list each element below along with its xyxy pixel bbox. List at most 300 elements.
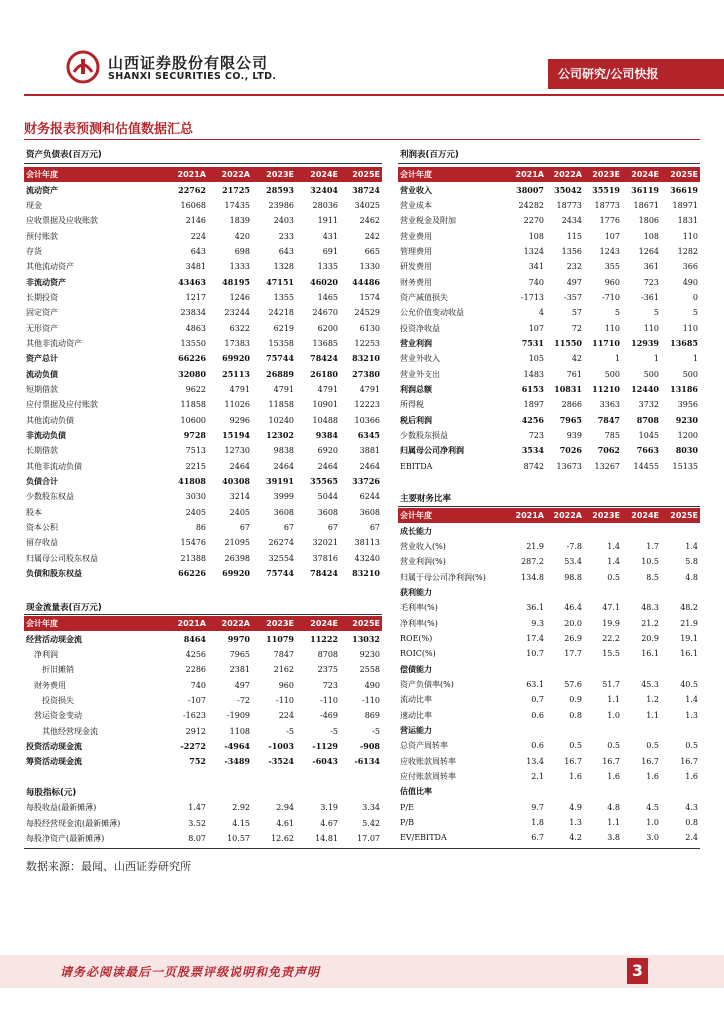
row-label: 营业税金及附加: [400, 216, 456, 226]
row-value: 4.5: [646, 802, 659, 812]
row-value: 1335: [317, 262, 338, 272]
table-row: [398, 569, 700, 584]
row-value: 0.8: [569, 710, 582, 720]
row-label: 现金: [26, 200, 42, 210]
row-value: 939: [566, 431, 582, 441]
row-value: 47.1: [602, 603, 620, 613]
row-value: 2270: [523, 216, 544, 226]
row-value: 0.7: [531, 695, 544, 705]
row-value: 2464: [229, 461, 250, 471]
row-value: 4863: [185, 323, 206, 333]
row-value: 3956: [677, 400, 698, 410]
row-value: [584, 523, 622, 538]
row-value: 0.5: [685, 741, 698, 751]
row-value: 53.4: [564, 557, 582, 567]
ratios-table: [398, 508, 700, 846]
table-header-row: [24, 616, 382, 631]
row-value: 107: [528, 323, 544, 333]
row-label: 非流动资产: [26, 277, 66, 287]
header-year: 2023E: [252, 167, 296, 182]
table-row: [398, 198, 700, 213]
row-value: 5: [653, 308, 659, 318]
row-value: [622, 784, 661, 799]
row-label: 应收账款周转率: [400, 756, 456, 766]
row-value: 67: [283, 523, 294, 533]
row-value: 1.4: [607, 541, 620, 551]
table-row: [398, 677, 700, 692]
row-value: 0.5: [646, 741, 659, 751]
row-value: 2462: [359, 216, 380, 226]
ratios-title: 主要财务比率: [400, 494, 452, 504]
header-year: 2025E: [661, 167, 700, 182]
row-value: [508, 661, 546, 676]
row-label: 归属母公司净利润: [400, 446, 464, 456]
row-value: 7965: [559, 414, 582, 425]
row-value: 14455: [633, 461, 659, 471]
row-value: 15.5: [602, 649, 620, 659]
table-row: [24, 290, 382, 305]
row-value: 3999: [273, 492, 294, 502]
row-value: -908: [359, 740, 380, 751]
row-label: ROE(%): [400, 633, 433, 643]
row-value: 1.3: [569, 818, 582, 828]
row-value: 4791: [273, 384, 294, 394]
table-row: [398, 784, 700, 799]
row-value: 20.0: [564, 618, 582, 628]
table-row: [24, 320, 382, 335]
row-value: 1.1: [646, 710, 659, 720]
table-row: [398, 615, 700, 630]
row-value: [661, 723, 700, 738]
row-label: 筹资活动现金流: [26, 757, 82, 767]
row-label: 营业收入(%): [400, 541, 446, 551]
table-row: [24, 551, 382, 566]
row-value: 3534: [521, 445, 544, 456]
row-value: -6043: [312, 756, 338, 767]
row-value: 1.6: [646, 772, 659, 782]
row-value: 75744: [266, 568, 294, 579]
row-value: [508, 585, 546, 600]
row-value: -110: [320, 695, 338, 705]
row-value: 7847: [273, 649, 294, 659]
row-value: 12302: [266, 430, 294, 441]
header-year: 2024E: [622, 167, 661, 182]
row-value: 10.57: [227, 833, 250, 843]
row-value: 13032: [352, 633, 380, 644]
row-value: 1831: [677, 216, 698, 226]
row-label: 应付票据及应付账款: [26, 400, 98, 410]
row-label: 营业外收入: [400, 354, 440, 364]
table-row: [398, 459, 700, 474]
row-value: 32404: [310, 184, 338, 195]
row-value: 500: [604, 369, 620, 379]
row-value: 6244: [359, 492, 380, 502]
ratios-top-rule: [398, 506, 700, 507]
row-value: [584, 723, 622, 738]
row-value: 17.4: [526, 633, 544, 643]
row-label: 少数股东权益: [26, 492, 74, 502]
row-value: 497: [234, 680, 250, 690]
row-value: 36619: [670, 184, 698, 195]
row-value: [508, 723, 546, 738]
row-value: 34025: [354, 200, 380, 210]
row-value: 13.4: [526, 756, 544, 766]
row-value: 32080: [178, 368, 206, 379]
row-value: 75744: [266, 353, 294, 364]
table-row: [24, 662, 382, 677]
row-value: 9970: [227, 633, 250, 644]
row-value: 1: [692, 354, 698, 364]
row-value: 18773: [594, 200, 620, 210]
row-value: [622, 723, 661, 738]
row-value: 366: [682, 262, 698, 272]
table-row: [24, 831, 382, 846]
row-value: 110: [682, 231, 698, 241]
row-value: 86: [195, 523, 206, 533]
table-row: [24, 739, 382, 754]
row-value: [661, 661, 700, 676]
income-statement-title: 利润表(百万元): [400, 150, 459, 160]
row-value: 26398: [224, 553, 250, 563]
row-value: 13550: [180, 338, 206, 348]
table-row: [24, 505, 382, 520]
row-value: 3214: [229, 492, 250, 502]
row-value: [546, 661, 584, 676]
row-value: 740: [190, 680, 206, 690]
row-label: 留存收益: [26, 538, 58, 548]
row-value: 110: [643, 323, 659, 333]
per-share-title: 每股指标(元): [26, 788, 77, 798]
row-label: 其他非流动资产: [26, 338, 82, 348]
header-divider: [24, 94, 724, 96]
row-value: 1.1: [607, 695, 620, 705]
table-row: [398, 769, 700, 784]
row-label: 少数股东损益: [400, 431, 448, 441]
row-value: 6219: [273, 323, 294, 333]
row-value: 66226: [178, 568, 206, 579]
row-value: 5: [614, 308, 620, 318]
row-label: 财务费用: [34, 680, 66, 690]
row-label: 其他非流动负债: [26, 461, 82, 471]
row-value: 105: [528, 354, 544, 364]
row-value: 4256: [185, 649, 206, 659]
row-label: 其他流动负债: [26, 415, 74, 425]
row-label: 其他流动资产: [26, 262, 74, 272]
row-value: 2381: [229, 665, 250, 675]
row-value: 9230: [675, 414, 698, 425]
row-value: 1.0: [607, 710, 620, 720]
row-value: 1108: [229, 726, 250, 736]
row-value: 69920: [222, 353, 250, 364]
row-value: 57.6: [564, 679, 582, 689]
row-value: 110: [604, 323, 620, 333]
row-value: 9384: [315, 430, 338, 441]
row-label: P/B: [400, 818, 414, 828]
row-value: 24670: [312, 308, 338, 318]
row-value: 1200: [677, 431, 698, 441]
header-year: 2024E: [296, 616, 340, 631]
table-row: [398, 738, 700, 753]
row-value: 0.6: [531, 741, 544, 751]
row-value: 4: [538, 308, 544, 318]
row-value: 21095: [224, 538, 250, 548]
row-value: 1356: [561, 246, 582, 256]
row-value: 78424: [310, 353, 338, 364]
row-value: 26274: [268, 538, 294, 548]
row-value: 11550: [554, 337, 582, 348]
row-value: 46020: [310, 276, 338, 287]
row-value: 10.5: [641, 557, 659, 567]
row-value: 110: [682, 323, 698, 333]
row-value: 6153: [521, 383, 544, 394]
table-row: [24, 693, 382, 708]
row-value: 13685: [312, 338, 338, 348]
row-label: 利润总额: [400, 384, 432, 394]
row-value: 24282: [518, 200, 544, 210]
header-year: 2021A: [508, 508, 546, 523]
row-value: -110: [276, 695, 294, 705]
row-value: 18971: [672, 200, 698, 210]
row-value: 1.1: [607, 818, 620, 828]
cashflow-top-rule: [24, 614, 382, 615]
row-value: 8708: [317, 649, 338, 659]
table-header-row: [24, 167, 382, 182]
header-year: 2021A: [508, 167, 546, 182]
row-value: 14.81: [315, 833, 338, 843]
row-value: 21.9: [680, 618, 698, 628]
row-value: 44486: [352, 276, 380, 287]
row-value: 18671: [633, 200, 659, 210]
row-value: 16.7: [680, 756, 698, 766]
row-value: 361: [643, 262, 659, 272]
row-value: 497: [566, 277, 582, 287]
row-value: 28593: [266, 184, 294, 195]
row-value: 723: [643, 277, 659, 287]
table-row: [24, 305, 382, 320]
row-value: 1776: [599, 216, 620, 226]
row-value: 2.4: [685, 833, 698, 843]
page-number: 3: [627, 958, 648, 984]
row-value: 7026: [559, 445, 582, 456]
row-value: 7062: [597, 445, 620, 456]
table-row: [24, 800, 382, 815]
table-row: [398, 397, 700, 412]
row-value: 8708: [636, 414, 659, 425]
row-value: 1.6: [685, 772, 698, 782]
table-row: [398, 336, 700, 351]
row-value: 36119: [631, 184, 659, 195]
row-value: 83210: [352, 353, 380, 364]
row-label: 投资活动现金流: [26, 741, 82, 751]
balance-sheet-table: [24, 167, 382, 581]
row-label: 应付账款周转率: [400, 772, 456, 782]
row-label: 预付账款: [26, 231, 58, 241]
row-value: [661, 784, 700, 799]
row-value: 5.8: [685, 557, 698, 567]
row-value: 17383: [224, 338, 250, 348]
table-row: [398, 382, 700, 397]
row-value: 48195: [222, 276, 250, 287]
row-value: 9838: [273, 446, 294, 456]
row-value: 960: [278, 680, 294, 690]
table-row: [24, 677, 382, 692]
row-value: 1574: [359, 292, 380, 302]
row-label: 速动比率: [400, 710, 432, 720]
row-value: 40308: [222, 476, 250, 487]
table-row: [398, 305, 700, 320]
row-label: 营业成本: [400, 200, 432, 210]
row-value: -107: [188, 695, 206, 705]
table-header-row: [398, 508, 700, 523]
row-value: 2464: [273, 461, 294, 471]
row-value: 16068: [180, 200, 206, 210]
row-value: 8742: [523, 461, 544, 471]
table-row: [398, 428, 700, 443]
table-row: [398, 585, 700, 600]
row-value: 67: [369, 523, 380, 533]
row-value: 224: [190, 231, 206, 241]
row-value: 2.94: [276, 803, 294, 813]
row-label: 成长能力: [400, 526, 432, 536]
row-value: 6345: [357, 430, 380, 441]
row-value: 6200: [317, 323, 338, 333]
per-share-table: [24, 800, 382, 846]
row-value: 2146: [185, 216, 206, 226]
table-row: [24, 413, 382, 428]
row-value: 1.47: [188, 803, 206, 813]
report-type-banner: [548, 59, 724, 89]
row-value: 2286: [185, 665, 206, 675]
table-row: [398, 320, 700, 335]
row-value: 22.2: [602, 633, 620, 643]
header-year: 2022A: [546, 508, 584, 523]
row-value: -5: [286, 726, 294, 736]
row-value: 3.34: [362, 803, 380, 813]
row-value: 17.7: [564, 649, 582, 659]
row-value: 242: [364, 231, 380, 241]
row-value: 3608: [273, 507, 294, 517]
row-label: 每股净资产(最新摊薄): [26, 833, 105, 843]
row-value: 2403: [273, 216, 294, 226]
header-label: 会计年度: [398, 508, 508, 523]
table-row: [24, 213, 382, 228]
table-row: [398, 213, 700, 228]
row-label: 负债和股东权益: [26, 569, 82, 579]
row-value: 35519: [592, 184, 620, 195]
row-value: 0.9: [569, 695, 582, 705]
row-value: 2434: [561, 216, 582, 226]
row-value: 12253: [354, 338, 380, 348]
section-divider: [24, 139, 700, 140]
row-value: 3363: [599, 400, 620, 410]
row-value: 11858: [268, 400, 294, 410]
row-value: 15194: [222, 430, 250, 441]
row-value: 2405: [185, 507, 206, 517]
row-value: 66226: [178, 353, 206, 364]
row-value: 665: [364, 246, 380, 256]
row-value: 72: [571, 323, 582, 333]
row-label: 折旧摊销: [42, 665, 74, 675]
table-row: [398, 631, 700, 646]
row-label: 流动资产: [26, 185, 58, 195]
row-value: 2.92: [232, 803, 250, 813]
row-label: 存货: [26, 246, 42, 256]
row-value: 115: [566, 231, 582, 241]
row-value: 63.1: [526, 679, 544, 689]
row-value: 43463: [178, 276, 206, 287]
row-value: 3.19: [320, 803, 338, 813]
row-label: 投资净收益: [400, 323, 440, 333]
row-value: 25113: [222, 368, 250, 379]
disclaimer-notice: 请务必阅读最后一页股票评级说明和免责声明: [60, 965, 321, 979]
row-value: [508, 523, 546, 538]
row-value: 1282: [677, 246, 698, 256]
row-value: -1623: [182, 711, 206, 721]
table-row: [24, 535, 382, 550]
row-value: -1713: [520, 292, 544, 302]
row-value: 1246: [229, 292, 250, 302]
row-label: 净利率(%): [400, 618, 438, 628]
row-value: 28036: [312, 200, 338, 210]
row-value: 37816: [312, 553, 338, 563]
row-value: 3481: [185, 262, 206, 272]
row-value: -361: [641, 292, 659, 302]
table-row: [398, 523, 700, 538]
row-value: 8464: [183, 633, 206, 644]
row-value: 12.62: [271, 833, 294, 843]
row-value: [508, 784, 546, 799]
row-label: 偿债能力: [400, 664, 432, 674]
row-label: 营业利润: [400, 338, 432, 348]
table-row: [24, 474, 382, 489]
row-value: -5: [372, 726, 380, 736]
row-value: 42: [571, 354, 582, 364]
row-value: 691: [322, 246, 338, 256]
row-value: -6134: [354, 756, 380, 767]
row-value: [661, 523, 700, 538]
row-value: 341: [528, 262, 544, 272]
row-value: 10901: [312, 400, 338, 410]
row-value: 960: [604, 277, 620, 287]
row-value: 10488: [312, 415, 338, 425]
row-value: 9.7: [531, 802, 544, 812]
row-value: 643: [190, 246, 206, 256]
row-value: [546, 523, 584, 538]
header-year: 2024E: [296, 167, 340, 182]
table-row: [24, 244, 382, 259]
row-value: 78424: [310, 568, 338, 579]
row-value: 500: [682, 369, 698, 379]
row-label: 研发费用: [400, 262, 432, 272]
table-row: [24, 228, 382, 243]
row-label: 营业利润(%): [400, 557, 446, 567]
row-value: 26.9: [564, 633, 582, 643]
row-value: 45.3: [641, 679, 659, 689]
row-value: -7.8: [566, 541, 582, 551]
table-header-row: [398, 167, 700, 182]
row-value: 3608: [317, 507, 338, 517]
row-value: 224: [278, 711, 294, 721]
row-value: 0.6: [531, 710, 544, 720]
row-value: 11210: [592, 383, 620, 394]
row-value: 19.9: [602, 618, 620, 628]
row-value: 16.1: [680, 649, 698, 659]
balance-sheet-title: 资产负债表(百万元): [26, 150, 102, 160]
row-value: 12939: [631, 337, 659, 348]
row-value: 2464: [317, 461, 338, 471]
row-value: 232: [566, 262, 582, 272]
row-value: 48.2: [680, 603, 698, 613]
